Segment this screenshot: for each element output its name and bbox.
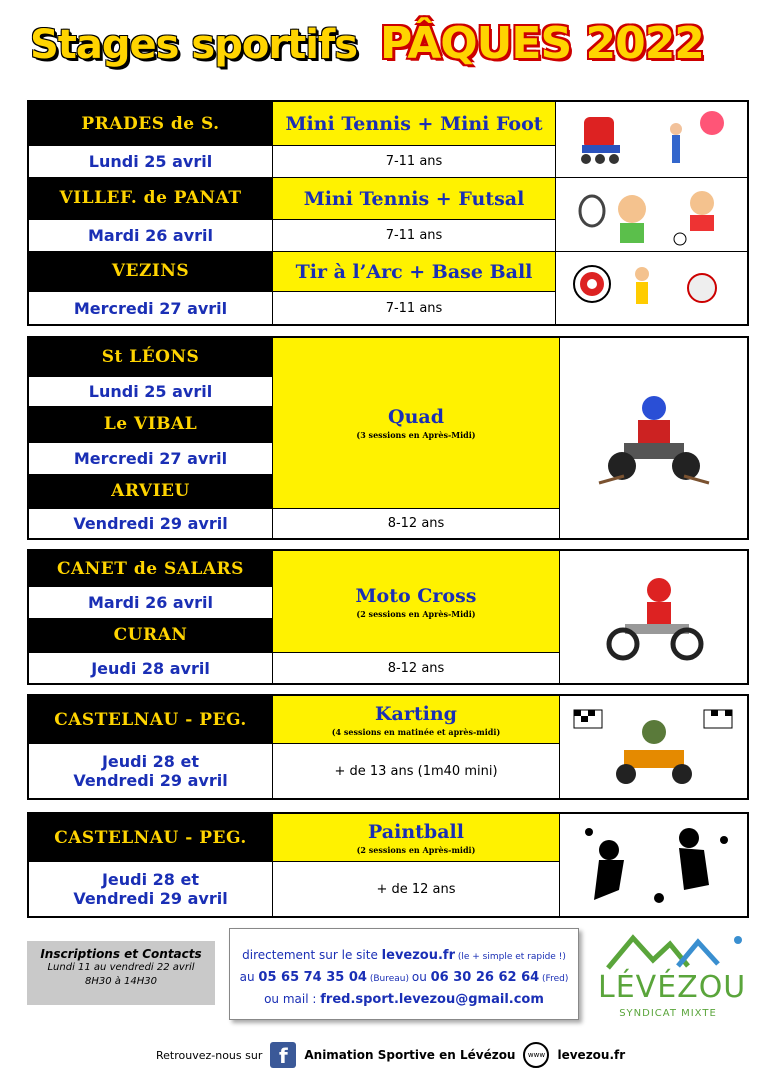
contact-box xyxy=(229,928,579,1020)
inscriptions-hours: 8H30 à 14H30 xyxy=(84,976,158,987)
location: VEZINS xyxy=(29,251,272,291)
phone-office[interactable]: 05 65 74 35 04 xyxy=(258,970,367,985)
location: PRADES de S. xyxy=(29,102,272,145)
logo-word: LÉVÉZOU xyxy=(598,970,747,1005)
location: CASTELNAU - PEG. xyxy=(29,696,272,743)
text: ou xyxy=(411,970,431,984)
date: Lundi 25 avril xyxy=(29,376,272,406)
activity-name: Karting xyxy=(375,702,457,725)
title-stages-sportifs: Stages sportifs xyxy=(30,22,358,68)
activity-karting xyxy=(272,696,560,743)
activity-quad xyxy=(272,338,560,508)
rollerskate-icon xyxy=(562,105,742,175)
contact-line-site xyxy=(230,945,578,967)
inscriptions-box xyxy=(27,941,215,1005)
age: + de 12 ans xyxy=(272,861,560,916)
activity: Mini Tennis + Futsal xyxy=(272,177,556,219)
karting-icon xyxy=(564,702,744,792)
tennis-football-illustration xyxy=(556,177,747,251)
activity: Mini Tennis + Mini Foot xyxy=(272,102,556,145)
location: Le VIBAL xyxy=(29,406,272,442)
age: 7-11 ans xyxy=(272,291,556,324)
facebook-page-link[interactable]: Animation Sportive en Lévézou xyxy=(304,1048,516,1062)
age: 7-11 ans xyxy=(272,145,556,177)
location: St LÉONS xyxy=(29,338,272,376)
age: 7-11 ans xyxy=(272,219,556,251)
age xyxy=(272,743,560,798)
activity-sessions: (4 sessions en matinée et après-midi) xyxy=(331,726,501,737)
quad-illustration xyxy=(560,338,747,538)
footer-text: Retrouvez-nous sur xyxy=(156,1048,263,1062)
logo-sub: SYNDICAT MIXTE xyxy=(619,1008,717,1019)
text: (le + simple et rapide !) xyxy=(455,952,566,962)
motocross-icon xyxy=(599,572,709,662)
motocross-illustration xyxy=(560,551,747,683)
quad-icon xyxy=(594,388,714,488)
location: VILLEF. de PANAT xyxy=(29,177,272,219)
date: Mercredi 27 avril xyxy=(29,442,272,474)
block-karting xyxy=(27,694,749,800)
date: Mardi 26 avril xyxy=(29,586,272,618)
tennis-icon xyxy=(562,181,742,249)
paintball-icon xyxy=(569,820,739,910)
activity-sessions: (2 sessions en Après-Midi) xyxy=(356,608,476,619)
date: Mercredi 27 avril xyxy=(29,291,272,324)
target-icon xyxy=(562,254,742,322)
activity-name: Moto Cross xyxy=(355,584,477,607)
location: CASTELNAU - PEG. xyxy=(29,814,272,861)
activity-paintball xyxy=(272,814,560,861)
levezou-logo xyxy=(598,930,750,1025)
age-note: (1m40 mini) xyxy=(417,763,498,779)
date xyxy=(29,861,272,916)
age-value: + de 13 ans xyxy=(334,763,414,779)
rollerskate-ball-illustration xyxy=(556,102,747,177)
block-mini-sports xyxy=(27,100,749,326)
date: Vendredi 29 avril xyxy=(29,508,272,538)
facebook-icon[interactable]: f xyxy=(270,1042,296,1068)
contact-line-mail xyxy=(230,989,578,1010)
phone-fred[interactable]: 06 30 26 62 64 xyxy=(430,970,540,985)
date: Lundi 25 avril xyxy=(29,145,272,177)
inscriptions-dates: Lundi 11 au vendredi 22 avril xyxy=(47,962,195,973)
location: ARVIEU xyxy=(29,474,272,508)
site-link[interactable]: levezou.fr xyxy=(381,948,455,963)
block-quad xyxy=(27,336,749,540)
archery-baseball-illustration xyxy=(556,251,747,324)
activity-name: Quad xyxy=(388,406,444,428)
date-line: Jeudi 28 et xyxy=(101,870,200,889)
globe-icon: www xyxy=(523,1042,549,1068)
mountain-logo-icon xyxy=(598,930,748,970)
activity-moto-cross xyxy=(272,551,560,652)
text: au xyxy=(239,970,259,984)
activity-sessions: (2 sessions en Après-midi) xyxy=(356,844,476,855)
text: (Fred) xyxy=(539,974,569,984)
website-link[interactable]: levezou.fr xyxy=(557,1048,626,1062)
activity-name: Paintball xyxy=(368,820,464,843)
inscriptions-heading: Inscriptions et Contacts xyxy=(40,947,202,961)
email-link[interactable]: fred.sport.levezou@gmail.com xyxy=(320,992,544,1007)
block-paintball xyxy=(27,812,749,918)
date-line: Vendredi 29 avril xyxy=(73,889,228,908)
date: Jeudi 28 avril xyxy=(29,652,272,683)
text: directement sur le site xyxy=(242,948,382,962)
location: CANET de SALARS xyxy=(29,551,272,586)
location: CURAN xyxy=(29,618,272,652)
contact-line-phone xyxy=(230,967,578,989)
date-line: Jeudi 28 et xyxy=(101,752,200,771)
date-line: Vendredi 29 avril xyxy=(73,771,228,790)
text: ou mail : xyxy=(264,992,321,1006)
age: 8-12 ans xyxy=(272,652,560,683)
paintball-illustration xyxy=(560,814,747,916)
footer xyxy=(156,1042,625,1068)
block-moto-cross xyxy=(27,549,749,685)
activity-sessions: (3 sessions en Après-Midi) xyxy=(356,430,476,440)
date xyxy=(29,743,272,798)
age: 8-12 ans xyxy=(272,508,560,538)
karting-illustration xyxy=(560,696,747,798)
title-paques: PÂQUES 2022 xyxy=(380,18,704,69)
date: Mardi 26 avril xyxy=(29,219,272,251)
activity: Tir à l’Arc + Base Ball xyxy=(272,251,556,291)
text: (Bureau) xyxy=(366,974,412,984)
